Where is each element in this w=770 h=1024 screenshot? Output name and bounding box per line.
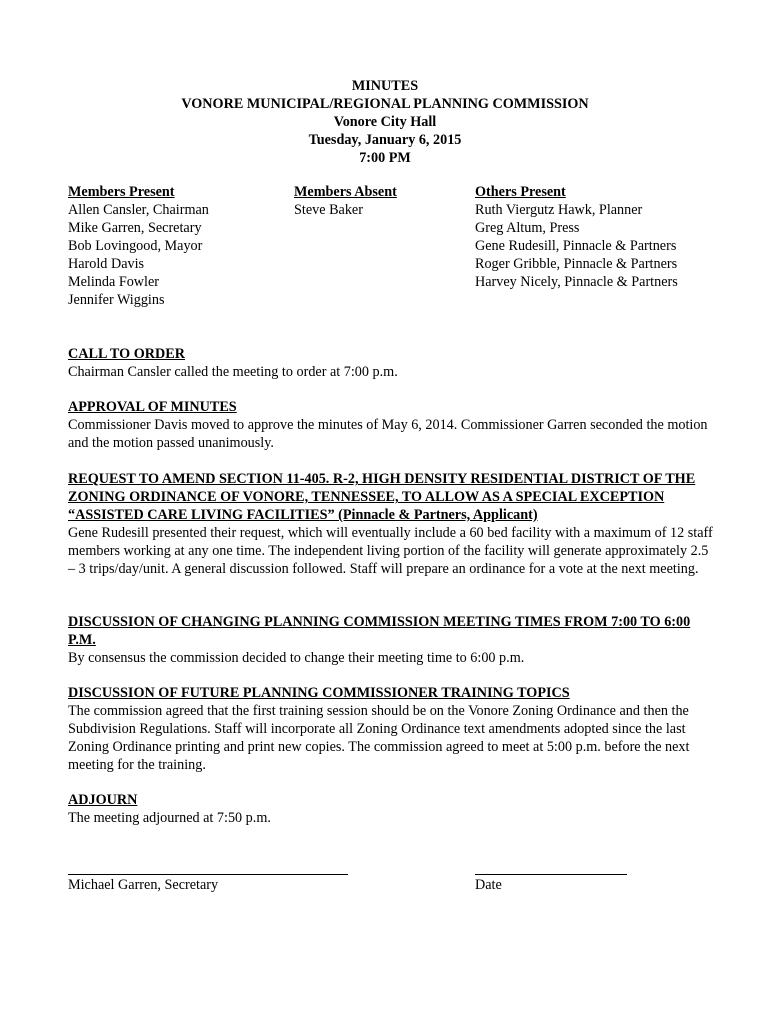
meeting-location: Vonore City Hall bbox=[333, 114, 437, 130]
section-body: Commissioner Davis moved to approve the minutes of May 6, 2014. Commissioner Garren seconded the motion and the motion passed unanimously. bbox=[68, 417, 708, 451]
date-line bbox=[475, 874, 627, 875]
member-name: Mike Garren, Secretary bbox=[68, 220, 202, 236]
members-present-heading: Members Present bbox=[68, 184, 175, 200]
date-signature-block bbox=[475, 874, 627, 894]
amendment-request-section bbox=[68, 470, 713, 578]
other-name: Ruth Viergutz Hawk, Planner bbox=[475, 202, 643, 218]
section-title: REQUEST TO AMEND SECTION 11-405. R-2, HIGH DENSITY RESIDENTIAL DISTRICT OF THE ZONING ORDINANCE OF VONORE, TENNESSEE, TO ALLOW AS A SPECIAL EXCEPTION “ASSISTED CARE LIVING FACILITIES” (Pinnacle & Partners, Applicant) bbox=[68, 471, 696, 523]
secretary-signature-block bbox=[68, 874, 348, 894]
member-name: Melinda Fowler bbox=[68, 274, 160, 290]
section-title: CALL TO ORDER bbox=[68, 346, 185, 362]
commission-name: VONORE MUNICIPAL/REGIONAL PLANNING COMMISSION bbox=[181, 96, 589, 112]
meeting-date: Tuesday, January 6, 2015 bbox=[308, 132, 462, 148]
section-body: Chairman Cansler called the meeting to order at 7:00 p.m. bbox=[68, 364, 398, 380]
date-label: Date bbox=[475, 877, 502, 893]
section-title: ADJOURN bbox=[68, 792, 138, 808]
signature-label: Michael Garren, Secretary bbox=[68, 877, 219, 893]
others-present-heading: Others Present bbox=[475, 184, 566, 200]
other-name: Gene Rudesill, Pinnacle & Partners bbox=[475, 238, 677, 254]
approval-section bbox=[68, 398, 708, 452]
member-name: Allen Cansler, Chairman bbox=[68, 202, 209, 218]
doc-type-title: MINUTES bbox=[351, 78, 419, 94]
other-name: Roger Gribble, Pinnacle & Partners bbox=[475, 256, 678, 272]
training-section bbox=[68, 684, 708, 774]
member-name: Jennifer Wiggins bbox=[68, 292, 165, 308]
member-name: Bob Lovingood, Mayor bbox=[68, 238, 203, 254]
section-title: DISCUSSION OF FUTURE PLANNING COMMISSIONER TRAINING TOPICS bbox=[68, 685, 570, 701]
member-name: Steve Baker bbox=[294, 202, 363, 218]
section-body: The commission agreed that the first training session should be on the Vonore Zoning Ordinance and then the Subdivision Regulations. Staff will incorporate all Zoning Ordinance text amendments adopted since the last Zoning Ordinance printing and print new copies. The commission agreed to meet at 5:00 p.m. before the next meeting for the training. bbox=[68, 703, 690, 773]
document-header bbox=[0, 77, 770, 167]
others-present-column bbox=[475, 183, 678, 291]
members-absent-column bbox=[294, 183, 397, 219]
other-name: Greg Altum, Press bbox=[475, 220, 580, 236]
adjourn-section bbox=[68, 791, 708, 827]
members-absent-heading: Members Absent bbox=[294, 184, 397, 200]
other-name: Harvey Nicely, Pinnacle & Partners bbox=[475, 274, 678, 290]
meeting-times-section bbox=[68, 613, 713, 667]
member-name: Harold Davis bbox=[68, 256, 145, 272]
call-to-order-section bbox=[68, 345, 708, 381]
meeting-time: 7:00 PM bbox=[359, 150, 411, 166]
section-body: The meeting adjourned at 7:50 p.m. bbox=[68, 810, 271, 826]
section-body: By consensus the commission decided to change their meeting time to 6:00 p.m. bbox=[68, 650, 525, 666]
section-title: APPROVAL OF MINUTES bbox=[68, 399, 237, 415]
members-present-column bbox=[68, 183, 209, 309]
signature-line bbox=[68, 874, 348, 875]
section-title: DISCUSSION OF CHANGING PLANNING COMMISSION MEETING TIMES FROM 7:00 TO 6:00 P.M. bbox=[68, 614, 691, 648]
section-body: Gene Rudesill presented their request, which will eventually include a 60 bed facility with a maximum of 12 staff members working at any one time. The independent living portion of the facility will generate approximately 2.5 – 3 trips/day/unit. A general discussion followed. Staff will prepare an ordinance for a vote at the next meeting. bbox=[68, 525, 713, 577]
